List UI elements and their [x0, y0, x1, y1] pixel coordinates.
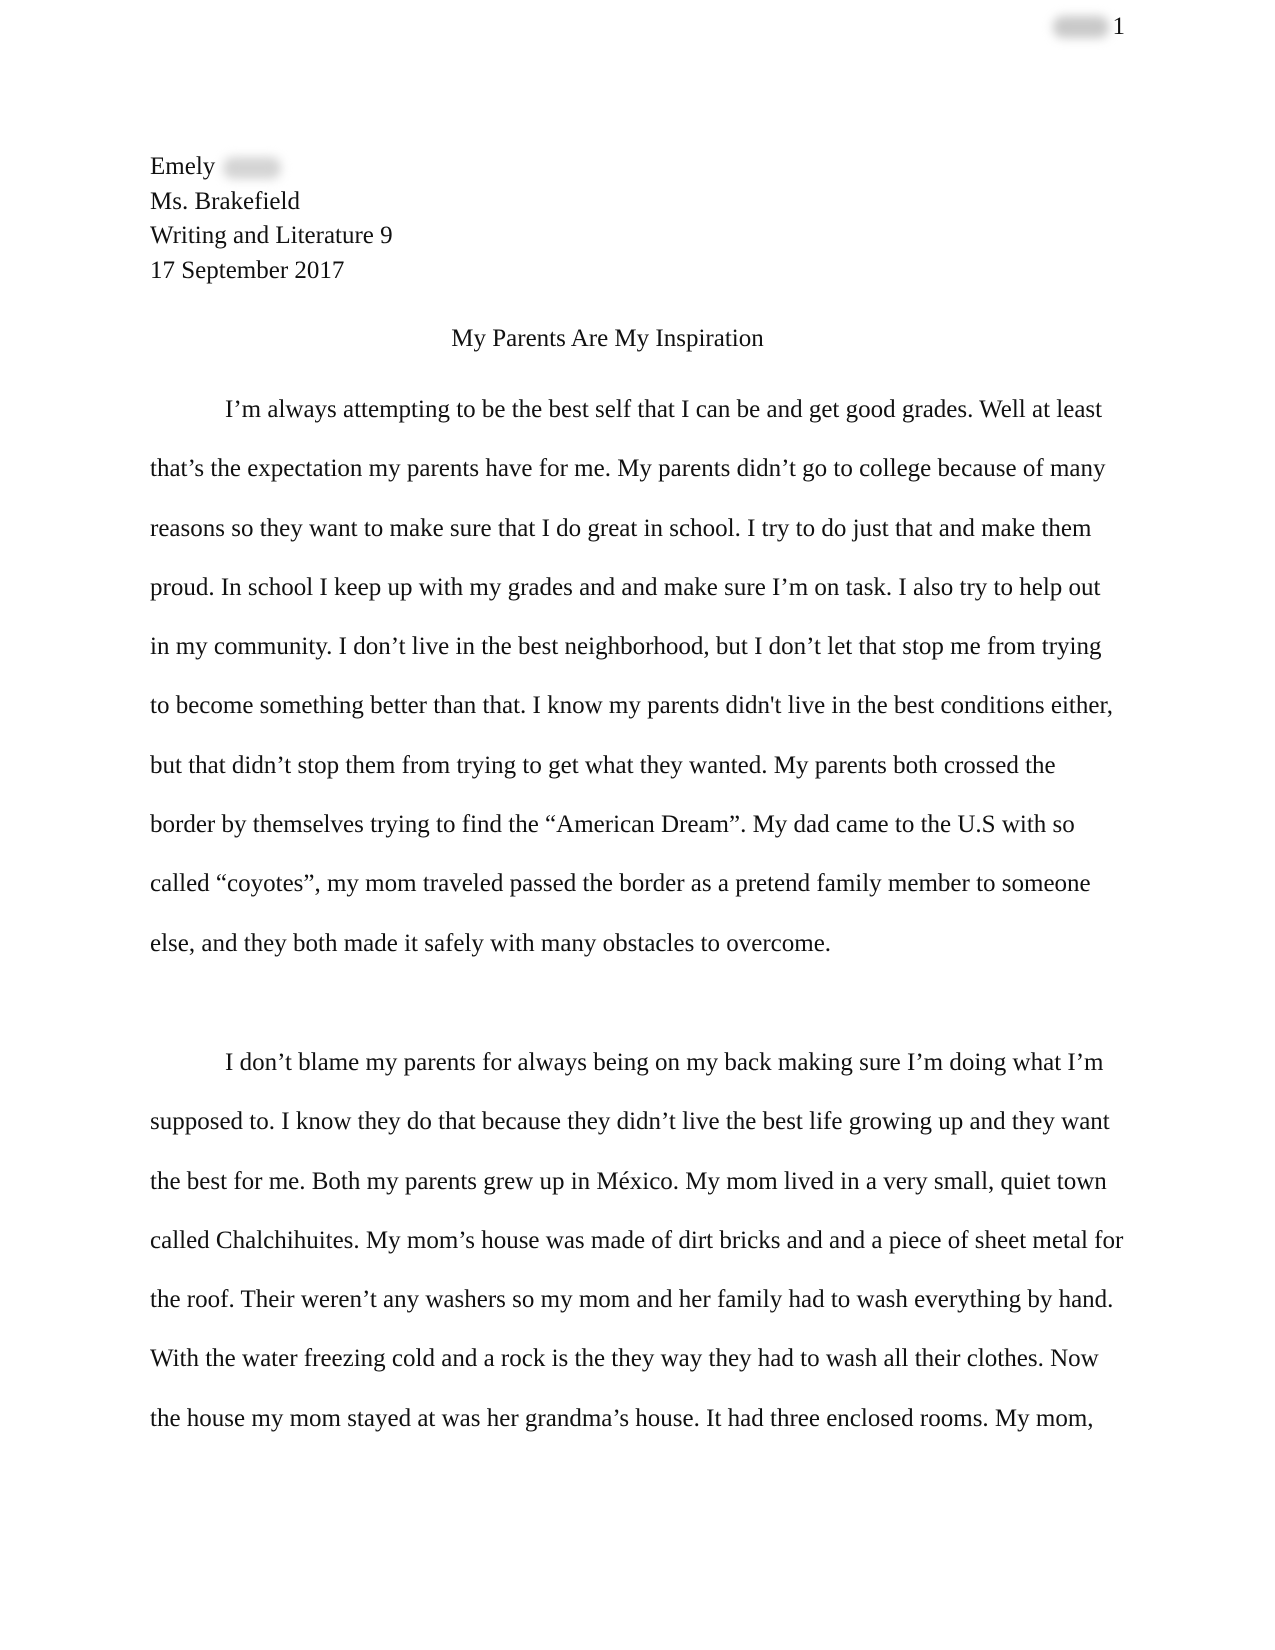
paragraph-line: but that didn’t stop them from trying to get what they wanted. My parents both crossed the	[150, 751, 1056, 779]
student-first-name: Emely	[150, 153, 216, 180]
paragraph-line: in my community. I don’t live in the best neighborhood, but I don’t let that stop me from trying	[150, 633, 1102, 661]
paragraph-line: that’s the expectation my parents have for me. My parents didn’t go to college because of many	[150, 455, 1106, 483]
teacher-name: Ms. Brakefield	[150, 187, 300, 215]
course-name: Writing and Literature 9	[150, 222, 393, 249]
paragraph	[150, 1033, 1123, 1448]
running-header	[1053, 12, 1126, 42]
student-name-line	[150, 150, 393, 185]
mla-heading	[150, 150, 393, 288]
page-number: 1	[1112, 13, 1125, 40]
paragraph-line: the best for me. Both my parents grew up in México. My mom lived in a very small, quiet town	[150, 1167, 1107, 1195]
essay-date: 17 September 2017	[150, 256, 345, 284]
paragraph-line: I’m always attempting to be the best self that I can be and get good grades. Well at least	[225, 396, 1103, 423]
redacted-surname	[223, 157, 281, 179]
paragraph-line: called Chalchihuites. My mom’s house was made of dirt bricks and and a piece of sheet metal for	[150, 1226, 1124, 1254]
paragraph-line: supposed to. I know they do that because they didn’t live the best life growing up and they want	[150, 1108, 1110, 1136]
paragraph-line: reasons so they want to make sure that I do great in school. I try to do just that and make them	[150, 514, 1092, 542]
paragraph-line: called “coyotes”, my mom traveled passed the border as a pretend family member to someone	[150, 870, 1091, 898]
paragraph-line: I don’t blame my parents for always being on my back making sure I’m doing what I’m	[225, 1049, 1104, 1076]
paragraph-line: proud. In school I keep up with my grades and and make sure I’m on task. I also try to help out	[150, 573, 1101, 601]
paragraph-line: With the water freezing cold and a rock is the they way they had to wash all their clothes. Now	[150, 1345, 1099, 1373]
paragraph-line: else, and they both made it safely with many obstacles to overcome.	[150, 929, 832, 957]
paragraph-line: to become something better than that. I know my parents didn't live in the best conditions either,	[150, 692, 1114, 720]
paragraph-line: border by themselves trying to find the “American Dream”. My dad came to the U.S with so	[150, 811, 1075, 839]
paragraph-line: the house my mom stayed at was her grandma’s house. It had three enclosed rooms. My mom,	[150, 1404, 1094, 1432]
paragraph-line: the roof. Their weren’t any washers so my mom and her family had to wash everything by hand.	[150, 1286, 1114, 1314]
essay-title: My Parents Are My Inspiration	[451, 325, 764, 352]
paragraph	[150, 380, 1113, 973]
redacted-surname-header	[1053, 16, 1109, 38]
